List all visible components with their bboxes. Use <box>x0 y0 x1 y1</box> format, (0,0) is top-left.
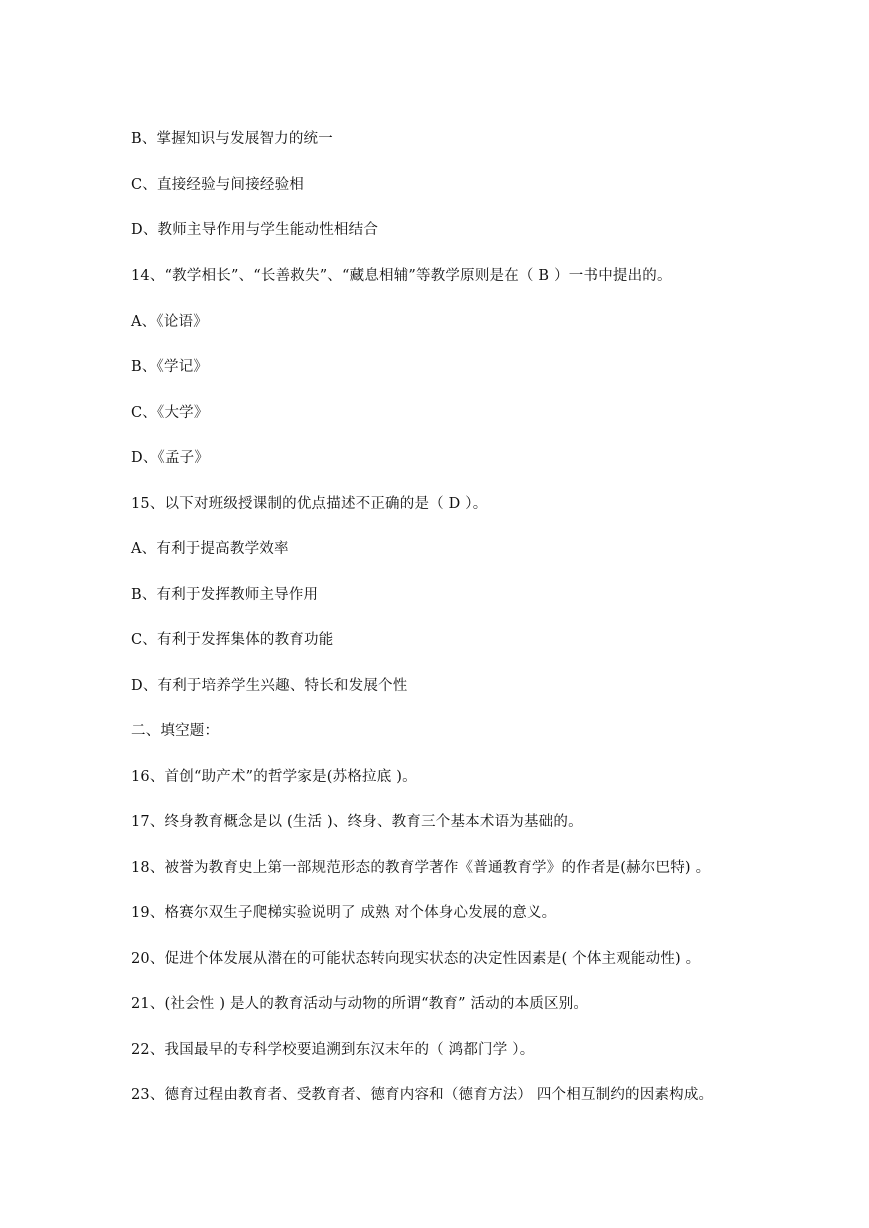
option-line: D、有利于培养学生兴趣、特长和发展个性 <box>131 678 408 694</box>
option-line: C、有利于发挥集体的教育功能 <box>131 632 334 648</box>
option-line: D、《孟子》 <box>131 450 210 466</box>
question-line: 16、首创“助产术”的哲学家是(苏格拉底 )。 <box>131 769 417 785</box>
question-line: 22、我国最早的专科学校要追溯到东汉末年的（ 鸿都门学 ）。 <box>131 1042 535 1058</box>
question-line: 15、以下对班级授课制的优点描述不正确的是（ D ）。 <box>131 496 488 512</box>
question-line: 21、(社会性 ) 是人的教育活动与动物的所谓“教育” 活动的本质区别。 <box>131 996 589 1012</box>
section-heading: 二、填空题： <box>131 723 220 739</box>
option-line: B、有利于发挥教师主导作用 <box>131 587 319 603</box>
option-line: B、掌握知识与发展智力的统一 <box>131 131 333 147</box>
question-line: 20、促进个体发展从潜在的可能状态转向现实状态的决定性因素是( 个体主观能动性) 。 <box>131 951 701 967</box>
question-line: 14、“教学相长”、“长善救失”、“藏息相辅”等教学原则是在（ B ）一书中提出的。 <box>131 268 672 284</box>
option-line: D、教师主导作用与学生能动性相结合 <box>131 222 379 238</box>
option-line: C、直接经验与间接经验相 <box>131 177 304 193</box>
question-line: 23、德育过程由教育者、受教育者、德育内容和（德育方法） 四个相互制约的因素构成。 <box>131 1087 714 1103</box>
option-line: C、《大学》 <box>131 405 209 421</box>
option-line: A、有利于提高教学效率 <box>131 541 289 557</box>
question-line: 18、被誉为教育史上第一部规范形态的教育学著作《普通教育学》的作者是(赫尔巴特) 。 <box>131 860 711 876</box>
option-line: A、《论语》 <box>131 314 208 330</box>
question-line: 17、终身教育概念是以 (生活 )、终身、教育三个基本术语为基础的。 <box>131 814 583 830</box>
option-line: B、《学记》 <box>131 359 209 375</box>
question-line: 19、格赛尔双生子爬梯实验说明了 成熟 对个体身心发展的意义。 <box>131 905 557 921</box>
